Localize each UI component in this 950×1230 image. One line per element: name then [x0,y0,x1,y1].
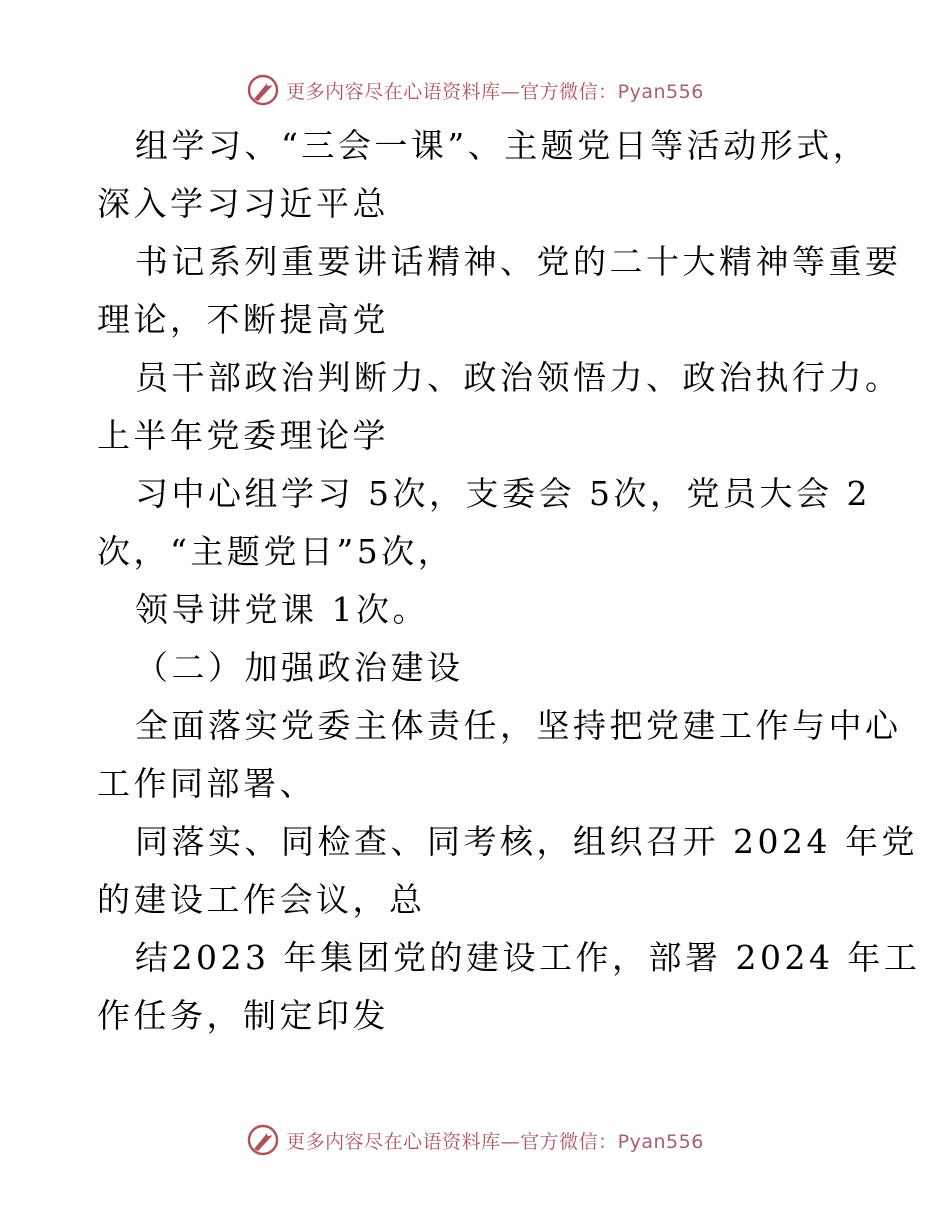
body-line: 工作同部署、 [97,764,316,803]
pen-nib-logo-icon [246,1123,280,1157]
pen-nib-logo-icon [246,73,280,107]
body-line: 同落实、同检查、同考核，组织召开 2024 年党 [135,822,918,861]
section-heading: （二）加强政治建设 [135,648,464,687]
body-line: 深入学习习近平总 [97,184,389,223]
body-line: 结2023 年集团党的建设工作，部署 2024 年工 [135,938,921,977]
banner-wechat-id: Pyan556 [617,80,704,103]
body-line: 上半年党委理论学 [97,416,389,455]
banner-wechat-id: Pyan556 [617,1130,704,1153]
banner-slogan: 更多内容尽在心语资料库—官方微信： [286,80,618,103]
header-watermark-banner [0,70,950,110]
footer-watermark-text [286,1127,704,1154]
document-body [97,117,921,1045]
body-line: 书记系列重要讲话精神、党的二十大精神等重要 [135,242,902,281]
body-line: 理论，不断提高党 [97,300,389,339]
body-line: 作任务，制定印发 [97,996,389,1035]
body-line: 组学习、“三会一课”、主题党日等活动形式， [135,126,870,165]
footer-watermark-banner [0,1120,950,1160]
header-watermark-text [286,77,704,104]
body-line: 习中心组学习 5次，支委会 5次，党员大会 2 [135,474,871,513]
body-line: 员干部政治判断力、政治领悟力、政治执行力。 [135,358,902,397]
body-line: 全面落实党委主体责任，坚持把党建工作与中心 [135,706,902,745]
body-line: 领导讲党课 1次。 [135,590,429,629]
body-line: 的建设工作会议，总 [97,880,426,919]
banner-slogan: 更多内容尽在心语资料库—官方微信： [286,1130,618,1153]
body-line: 次，“主题党日”5次， [97,532,455,571]
